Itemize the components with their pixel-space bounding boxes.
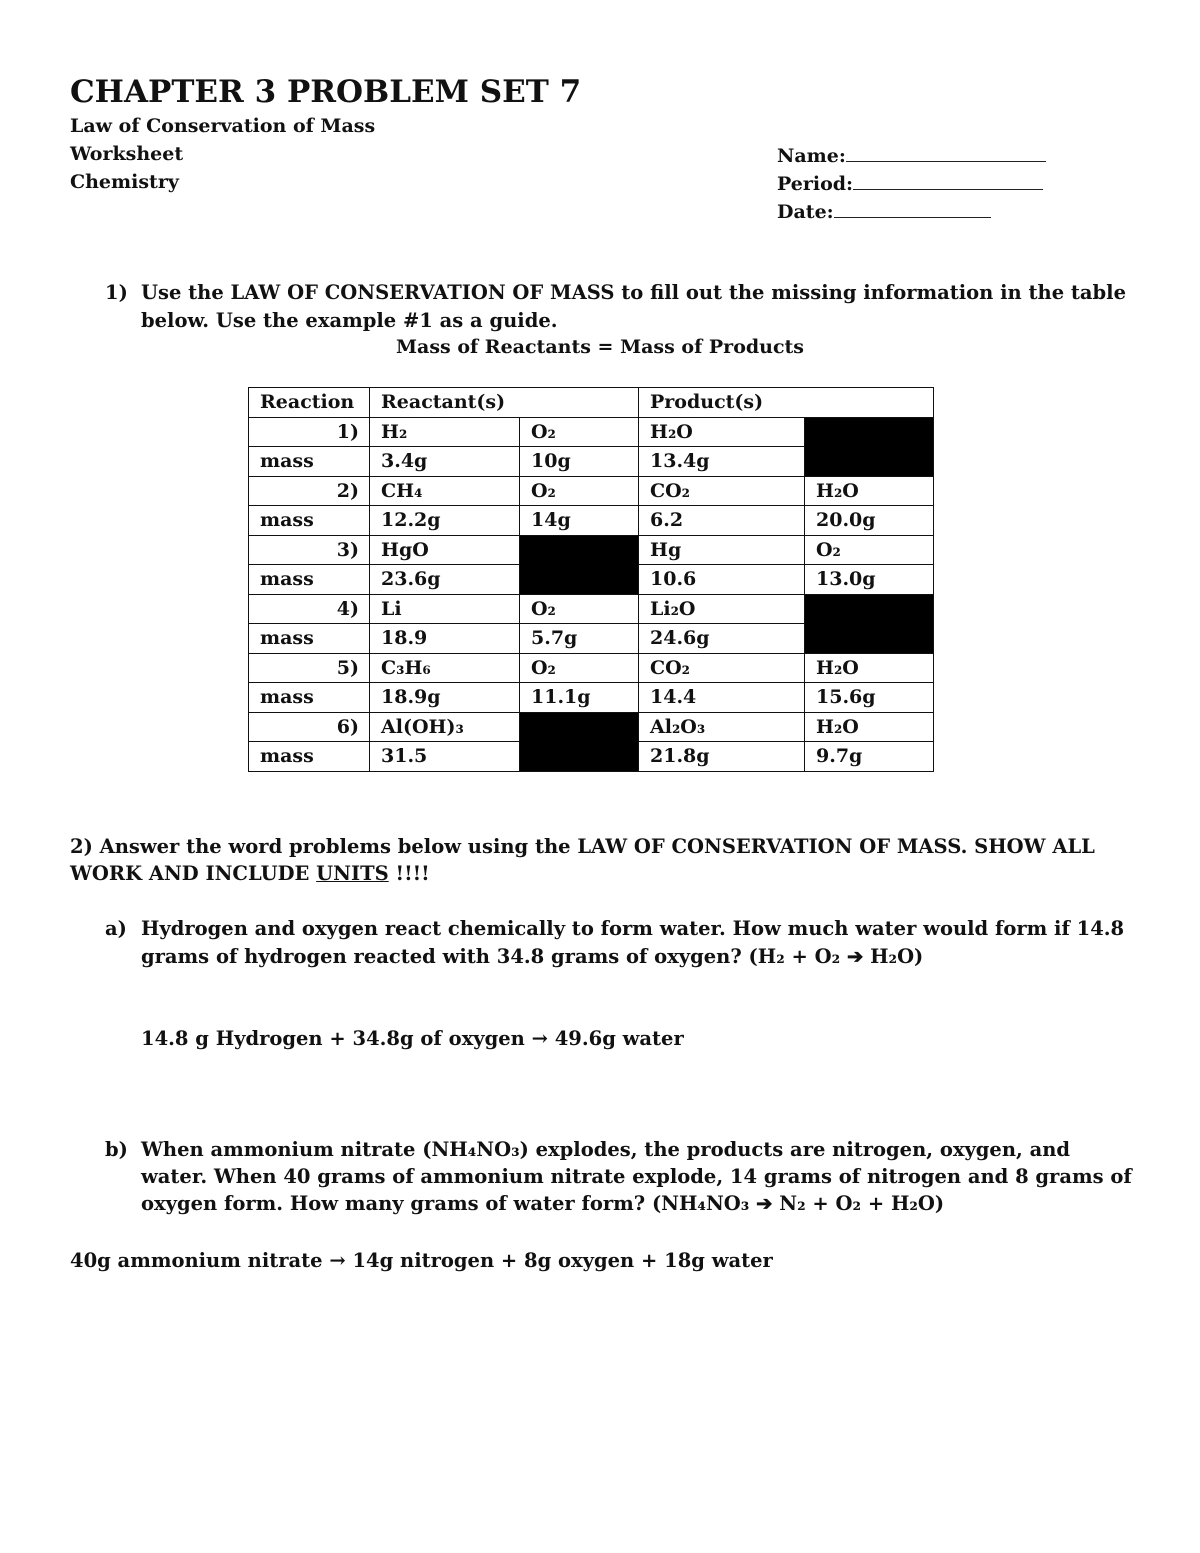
page-title: CHAPTER 3 PROBLEM SET 7 [70,74,582,110]
reactant-1-mass: 18.9g [370,683,520,713]
mass-label: mass [249,565,370,595]
subject: Chemistry [70,171,179,193]
q2-line2-pre: WORK AND INCLUDE [70,862,317,885]
q2-text-line1: 2) Answer the word problems below using the LAW OF CONSERVATION OF MASS. SHOW ALL [70,835,1095,858]
reactant-2-mass: 10g [520,447,639,477]
reactant-1-mass: 31.5 [370,742,520,772]
header-reaction: Reaction [249,388,370,418]
subtitle: Law of Conservation of Mass [70,115,376,137]
reactant-2-mass: 5.7g [520,624,639,654]
product-1-mass: 6.2 [639,506,805,536]
mass-label: mass [249,683,370,713]
q2b-answer: 40g ammonium nitrate → 14g nitrogen + 8g oxygen + 18g water [70,1249,773,1272]
reaction-row [249,476,934,506]
header-products: Product(s) [639,388,934,418]
reactant-1-mass: 18.9 [370,624,520,654]
mass-label: mass [249,506,370,536]
date-blank[interactable] [834,199,991,218]
product-2-mass: 20.0g [805,506,934,536]
doc-type: Worksheet [70,143,184,165]
date-label: Date: [777,201,834,223]
blacked-out-cell [805,594,934,653]
product-2-mass: 15.6g [805,683,934,713]
reactant-1-mass: 3.4g [370,447,520,477]
q2a-line2: grams of hydrogen reacted with 34.8 grams of oxygen? (H₂ + O₂ ➔ H₂O) [141,945,924,968]
reaction-row [249,594,934,624]
q2b-line3: oxygen form. How many grams of water form? (NH₄NO₃ ➔ N₂ + O₂ + H₂O) [141,1192,945,1215]
product-2: O₂ [805,535,934,565]
period-field[interactable] [777,171,1043,195]
header-reactants: Reactant(s) [370,388,639,418]
reaction-number: 3) [249,535,370,565]
reactant-1: HgO [370,535,520,565]
q2a-line1: Hydrogen and oxygen react chemically to form water. How much water would form if 14.8 [141,917,1125,940]
reaction-row [249,712,934,742]
q2-units-emphasis: UNITS [316,862,389,885]
period-label: Period: [777,173,854,195]
reactant-2: O₂ [520,476,639,506]
product-1-mass: 21.8g [639,742,805,772]
q1-number: 1) [105,281,128,304]
q2a-label: a) [105,917,127,940]
name-field[interactable] [777,143,1046,167]
reactant-2-mass: 14g [520,506,639,536]
product-1: CO₂ [639,653,805,683]
reactant-1-mass: 12.2g [370,506,520,536]
q2b-label: b) [105,1138,128,1161]
date-field[interactable] [777,199,991,223]
product-1-mass: 13.4g [639,447,805,477]
q2-text-line2 [70,860,430,888]
reaction-number: 2) [249,476,370,506]
product-2-mass: 9.7g [805,742,934,772]
blacked-out-cell [520,712,639,771]
table-header-row [249,388,934,418]
mass-row [249,506,934,536]
blacked-out-cell [805,417,934,476]
reaction-row [249,653,934,683]
blacked-out-cell [520,535,639,594]
mass-row [249,683,934,713]
reactant-2: O₂ [520,417,639,447]
reactant-1: C₃H₆ [370,653,520,683]
product-2: H₂O [805,476,934,506]
period-blank[interactable] [853,171,1043,190]
product-2: H₂O [805,653,934,683]
q1-text-line1: Use the LAW OF CONSERVATION OF MASS to fill out the missing information in the table [141,281,1126,304]
reaction-row [249,535,934,565]
q1-text-line2: below. Use the example #1 as a guide. [141,309,558,332]
product-1: CO₂ [639,476,805,506]
reaction-number: 5) [249,653,370,683]
name-blank[interactable] [846,143,1046,162]
reactant-1: H₂ [370,417,520,447]
mass-label: mass [249,624,370,654]
product-1-mass: 24.6g [639,624,805,654]
product-1-mass: 10.6 [639,565,805,595]
q1-equation: Mass of Reactants = Mass of Products [395,336,805,358]
reactant-2: O₂ [520,653,639,683]
mass-table [248,387,934,772]
product-1: Hg [639,535,805,565]
product-2-mass: 13.0g [805,565,934,595]
product-1: Al₂O₃ [639,712,805,742]
reactant-1: CH₄ [370,476,520,506]
reaction-row [249,417,934,447]
reactant-1: Li [370,594,520,624]
q2b-line2: water. When 40 grams of ammonium nitrate explode, 14 grams of nitrogen and 8 grams of [141,1165,1132,1188]
q2a-answer: 14.8 g Hydrogen + 34.8g of oxygen → 49.6g water [141,1027,684,1050]
product-1: Li₂O [639,594,805,624]
q2b-line1: When ammonium nitrate (NH₄NO₃) explodes, the products are nitrogen, oxygen, and [141,1138,1071,1161]
mass-label: mass [249,742,370,772]
reactant-2-mass: 11.1g [520,683,639,713]
reaction-number: 1) [249,417,370,447]
product-1-mass: 14.4 [639,683,805,713]
q2-line2-post: !!!! [388,862,430,885]
name-label: Name: [777,145,846,167]
reactant-2: O₂ [520,594,639,624]
reactant-1-mass: 23.6g [370,565,520,595]
reaction-number: 4) [249,594,370,624]
reaction-number: 6) [249,712,370,742]
reactant-1: Al(OH)₃ [370,712,520,742]
product-2: H₂O [805,712,934,742]
product-1: H₂O [639,417,805,447]
mass-label: mass [249,447,370,477]
